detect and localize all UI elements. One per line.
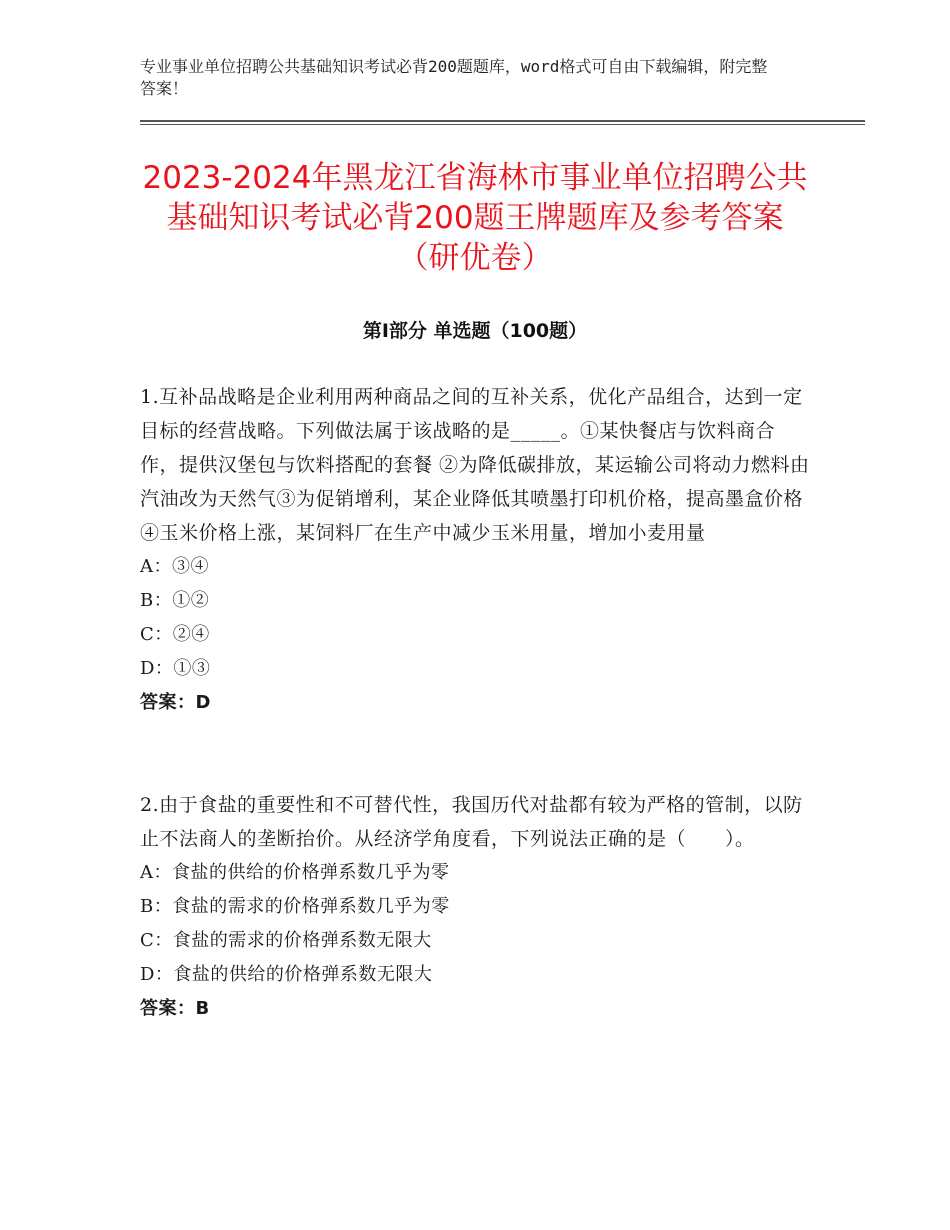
question-block: [140, 788, 812, 1026]
header-rule-thin: [140, 124, 865, 125]
question-block: [140, 380, 812, 720]
option-b: B：食盐的需求的价格弹系数几乎为零: [140, 896, 450, 917]
option-a: A：③④: [140, 556, 209, 577]
header-rule: [140, 120, 865, 122]
option-a: A：食盐的供给的价格弹系数几乎为零: [140, 862, 450, 883]
question-stem: 2.由于食盐的重要性和不可替代性，我国历代对盐都有较为严格的管制，以防止不法商人的垄断抬价。从经济学角度看，下列说法正确的是（ ）。: [140, 794, 803, 850]
question-stem: 1.互补品战略是企业利用两种商品之间的互补关系，优化产品组合，达到一定目标的经营战略。下列做法属于该战略的是_____。①某快餐店与饮料商合作，提供汉堡包与饮料搭配的套餐 ②为降低碳排放，某运输公司将动力燃料由汽油改为天然气③为促销增利，某企业降低其喷墨打印机价格，提高墨盒价格 ④玉米价格上涨，某饲料厂在生产中减少玉米用量，增加小麦用量: [140, 386, 810, 544]
option-c: C：食盐的需求的价格弹系数无限大: [140, 930, 432, 951]
header-note: 专业事业单位招聘公共基础知识考试必背200题题库，word格式可自由下载编辑，附完整答案！: [140, 57, 768, 98]
option-d: D：食盐的供给的价格弹系数无限大: [140, 964, 433, 985]
section-heading: 第Ⅰ部分 单选题（100题）: [362, 320, 588, 342]
option-c: C：②④: [140, 624, 210, 645]
document-title: 2023-2024年黑龙江省海林市事业单位招聘公共基础知识考试必背200题王牌题库及参考答案（研优卷）: [142, 160, 808, 276]
answer: 答案：B: [140, 998, 210, 1019]
option-d: D：①③: [140, 658, 211, 679]
answer: 答案：D: [140, 692, 211, 713]
option-b: B：①②: [140, 590, 210, 611]
